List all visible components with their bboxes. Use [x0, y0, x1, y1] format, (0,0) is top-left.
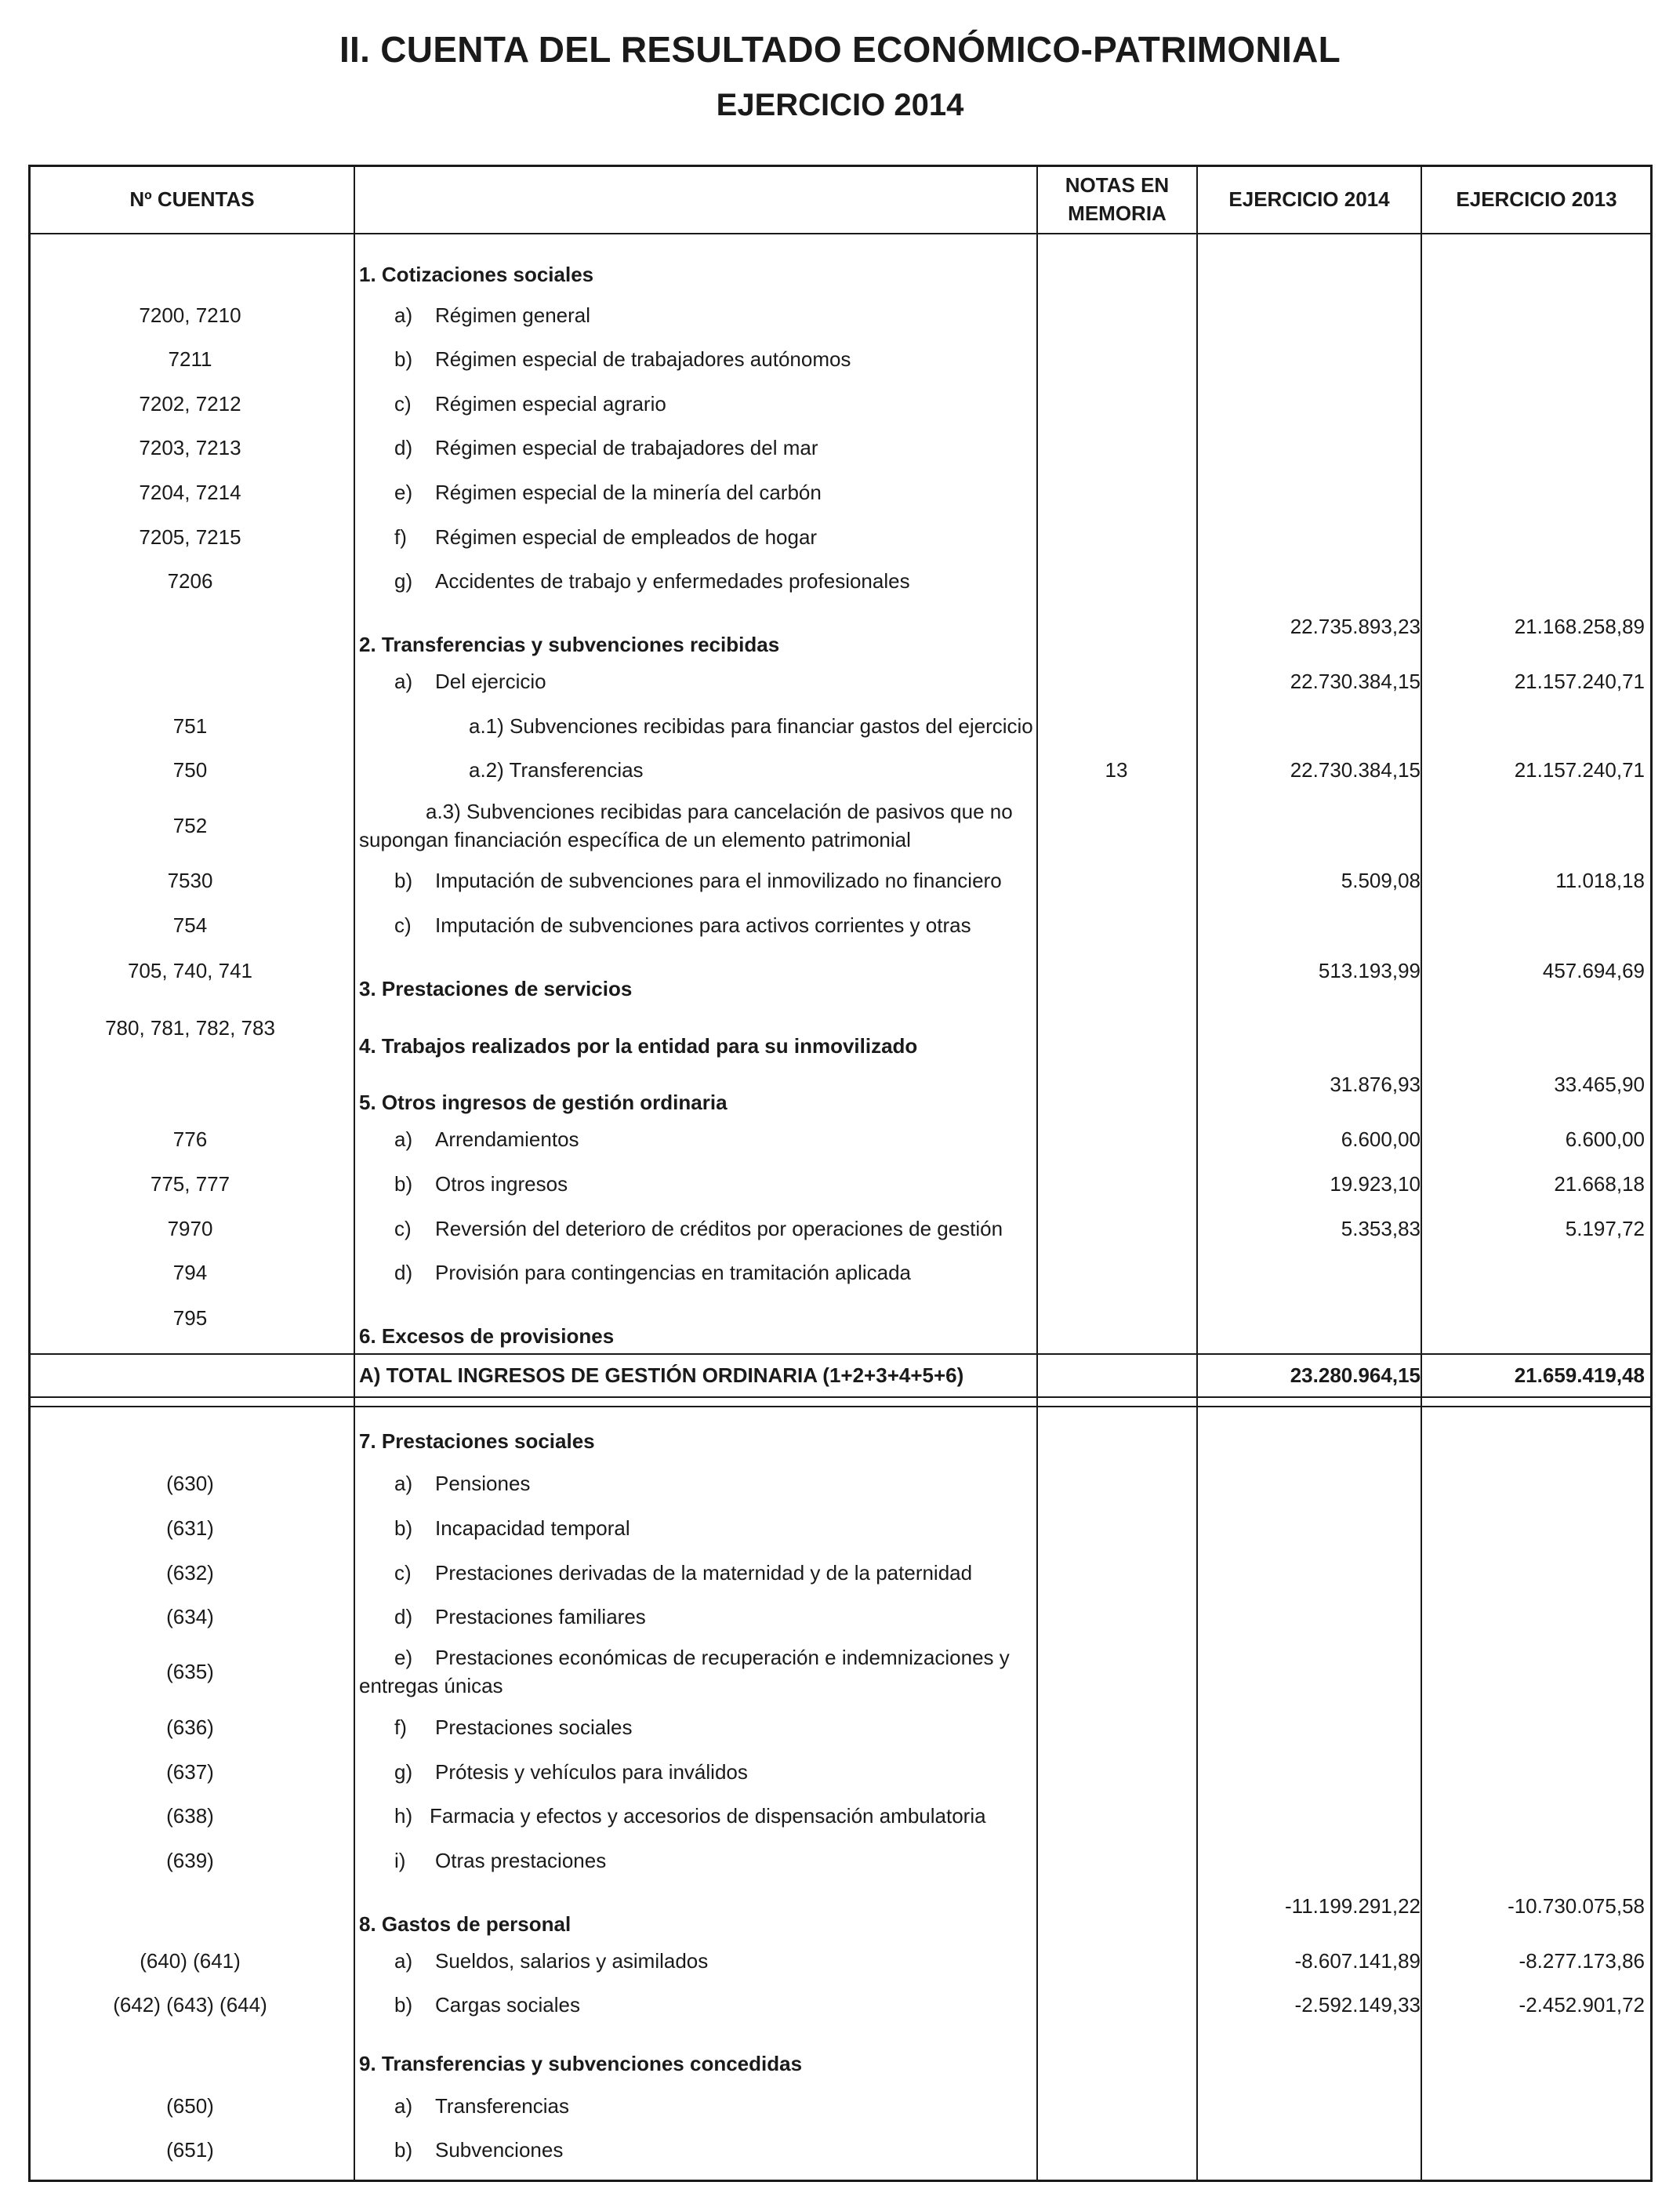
row-letter: i)	[394, 1849, 406, 1872]
row-account: 7970	[167, 1216, 213, 1240]
row-label	[359, 1257, 1069, 1288]
table-row	[0, 521, 1680, 553]
row-label-text: a.2) Transferencias	[469, 758, 644, 782]
table-row	[0, 1512, 1680, 1544]
header-divider	[28, 233, 1653, 234]
row-account: 705, 740, 741	[127, 959, 253, 982]
total-row-bottom-line	[28, 1396, 1653, 1398]
row-label-text: a.1) Subvenciones recibidas para financiar gastos del ejercicio	[469, 714, 1033, 738]
row-value-2013: 21.668,18	[1554, 1171, 1645, 1196]
row-label-text: Provisión para contingencias en tramitación aplicada	[435, 1261, 912, 1284]
row-account: 7203, 7213	[139, 435, 241, 459]
row-label	[359, 1124, 1069, 1155]
row-label-text: Transferencias	[435, 2094, 569, 2118]
row-label	[359, 343, 1069, 375]
row-account: 775, 777	[150, 1171, 230, 1196]
row-label	[359, 710, 1102, 742]
table-row	[0, 1712, 1680, 1743]
row-label	[359, 909, 1069, 941]
row-label	[359, 432, 1069, 463]
row-value-2014: 23.280.964,15	[1290, 1363, 1421, 1387]
table-row	[0, 1257, 1680, 1288]
row-value-2013: 6.600,00	[1565, 1127, 1645, 1151]
row-value-2014: 22.735.893,23	[1290, 615, 1421, 638]
table-row	[0, 565, 1680, 597]
row-account: (635)	[166, 1659, 214, 1683]
page-subtitle: EJERCICIO 2014	[716, 88, 964, 122]
row-label	[359, 1168, 1069, 1200]
row-account: (631)	[166, 1516, 214, 1540]
row-label	[359, 1756, 1069, 1788]
row-account: (638)	[166, 1803, 214, 1828]
table-row	[0, 1306, 1680, 1350]
row-value-2013: -2.452.901,72	[1519, 1992, 1645, 2017]
row-value-2013: 21.168.258,89	[1514, 615, 1645, 638]
row-account: 750	[172, 757, 208, 782]
table-row	[0, 754, 1680, 786]
row-account: 7205, 7215	[139, 525, 241, 549]
row-letter: a)	[394, 1127, 413, 1151]
row-value-2014: 5.509,08	[1341, 868, 1421, 892]
row-letter: a)	[394, 670, 413, 693]
row-letter: a)	[394, 1472, 413, 1495]
row-value-2014: 513.193,99	[1318, 959, 1421, 982]
page-title: II. CUENTA DEL RESULTADO ECONÓMICO-PATRIMONIAL	[339, 29, 1341, 70]
row-label	[359, 1945, 1069, 1977]
table-row	[0, 615, 1680, 659]
row-label	[359, 300, 1069, 331]
row-letter: f)	[394, 1715, 407, 1739]
row-label-text: Farmacia y efectos y accesorios de dispensación ambulatoria	[430, 1804, 986, 1828]
table-row	[0, 477, 1680, 508]
row-label-text: Régimen especial de empleados de hogar	[435, 525, 818, 549]
row-label	[359, 1800, 1069, 1832]
row-value-2013: -10.730.075,58	[1508, 1894, 1645, 1918]
row-letter: c)	[394, 1561, 412, 1585]
row-account: (650)	[166, 2093, 214, 2118]
row-letter: b)	[394, 1993, 413, 2017]
row-account: 776	[172, 1127, 208, 1151]
row-account: 7200, 7210	[139, 303, 241, 327]
row-label-text: Régimen especial agrario	[435, 392, 666, 416]
row-label	[359, 1712, 1069, 1743]
table-row	[0, 1756, 1680, 1788]
row-label-text: Arrendamientos	[435, 1127, 579, 1151]
row-account: 780, 781, 782, 783	[105, 1016, 275, 1040]
table-row	[0, 1845, 1680, 1876]
row-label	[359, 477, 1069, 508]
row-label	[359, 1468, 1069, 1499]
table-row	[0, 1601, 1680, 1632]
row-account: 7204, 7214	[139, 480, 241, 504]
row-account: (632)	[166, 1560, 214, 1585]
row-label: 5. Otros ingresos de gestión ordinaria	[359, 1091, 728, 1114]
table-row	[0, 1945, 1680, 1977]
table-row	[0, 1213, 1680, 1244]
row-value-2014: -11.199.291,22	[1285, 1894, 1421, 1918]
table-row	[0, 796, 1680, 855]
row-label-text: Imputación de subvenciones para activos corrientes y otras	[435, 913, 971, 937]
row-value-2014: 22.730.384,15	[1290, 669, 1421, 693]
row-label	[359, 796, 1033, 855]
row-value-2014: -2.592.149,33	[1294, 1992, 1421, 2017]
row-label	[359, 2134, 1069, 2166]
row-label-text: Cargas sociales	[435, 1993, 580, 2017]
row-label: 1. Cotizaciones sociales	[359, 263, 594, 286]
table-row	[0, 1124, 1680, 1155]
row-label	[359, 1989, 1069, 2020]
row-letter: a)	[394, 1949, 413, 1973]
row-letter: c)	[394, 913, 412, 937]
table-row	[0, 343, 1680, 375]
row-label	[359, 1557, 1069, 1588]
row-account: 7202, 7212	[139, 391, 241, 416]
header-ejercicio-2014: EJERCICIO 2014	[1228, 187, 1390, 211]
row-label	[359, 2090, 1069, 2122]
row-account: 752	[172, 813, 208, 837]
row-letter: e)	[394, 481, 413, 504]
header-ejercicio-2013: EJERCICIO 2013	[1456, 187, 1617, 211]
row-label	[359, 1601, 1069, 1632]
row-label: A) TOTAL INGRESOS DE GESTIÓN ORDINARIA (1+2+3+4+5+6)	[359, 1363, 964, 1387]
row-label-text: Pensiones	[435, 1472, 531, 1495]
row-account: 7206	[167, 568, 213, 593]
row-account: 7530	[167, 868, 213, 892]
table-row	[0, 1425, 1680, 1457]
row-letter: b)	[394, 347, 413, 371]
table-row	[0, 432, 1680, 463]
row-account: 7211	[168, 347, 212, 371]
row-label-text: Reversión del deterioro de créditos por operaciones de gestión	[435, 1217, 1003, 1240]
expenses-section-line	[28, 1406, 1653, 1407]
row-letter: b)	[394, 1516, 413, 1540]
row-account: 795	[172, 1306, 208, 1330]
row-label-text: a.3) Subvenciones recibidas para cancelación de pasivos que no supongan financiación específica de un elemento patrimonial	[359, 800, 1013, 851]
row-label-text: Prestaciones derivadas de la maternidad y de la paternidad	[435, 1561, 973, 1585]
table-row	[0, 909, 1680, 941]
row-value-2013: 457.694,69	[1542, 959, 1645, 982]
row-label	[359, 1512, 1069, 1544]
row-account: (651)	[166, 2137, 214, 2162]
row-value-2014: 31.876,93	[1330, 1073, 1421, 1096]
table-row	[0, 2134, 1680, 2166]
row-label-text: Prótesis y vehículos para inválidos	[435, 1760, 748, 1784]
row-label: 4. Trabajos realizados por la entidad para su inmovilizado	[359, 1034, 918, 1058]
row-label-text: Régimen especial de trabajadores del mar	[435, 436, 818, 459]
row-value-2013: -8.277.173,86	[1519, 1948, 1645, 1973]
row-letter: a)	[394, 303, 413, 327]
table-row	[0, 1557, 1680, 1588]
row-label: 3. Prestaciones de servicios	[359, 977, 633, 1000]
row-label	[359, 865, 1069, 896]
row-value-2014: 22.730.384,15	[1290, 757, 1421, 782]
row-label	[359, 565, 1069, 597]
row-letter: g)	[394, 569, 413, 593]
table-row	[0, 1016, 1680, 1060]
row-value-2013: 21.157.240,71	[1514, 669, 1645, 693]
total-row-top-line	[28, 1353, 1653, 1355]
row-letter: b)	[394, 2138, 413, 2162]
row-label: 6. Excesos de provisiones	[359, 1324, 615, 1348]
row-value-2013: 21.659.419,48	[1514, 1363, 1645, 1387]
row-account: (630)	[166, 1471, 214, 1495]
row-label: 7. Prestaciones sociales	[359, 1429, 595, 1453]
row-label-text: Prestaciones sociales	[435, 1715, 633, 1739]
row-letter: h)	[394, 1804, 413, 1828]
table-row	[0, 1073, 1680, 1116]
row-label	[359, 388, 1069, 419]
row-account: 754	[172, 913, 208, 937]
row-value-2013: 21.157.240,71	[1514, 757, 1645, 782]
row-label	[359, 754, 1102, 786]
row-label-text: Otros ingresos	[435, 1172, 568, 1196]
table-row	[0, 959, 1680, 1003]
row-letter: b)	[394, 1172, 413, 1196]
header-notes-line2: MEMORIA	[1068, 201, 1167, 225]
row-account: (636)	[166, 1715, 214, 1739]
header-accounts: Nº CUENTAS	[129, 187, 255, 211]
row-label-text: Del ejercicio	[435, 670, 546, 693]
table-row	[0, 710, 1680, 742]
table-row	[0, 300, 1680, 331]
row-label-text: Régimen especial de la minería del carbón	[435, 481, 822, 504]
table-row	[0, 2048, 1680, 2079]
row-label-text: Prestaciones familiares	[435, 1605, 646, 1628]
row-value-2013: 5.197,72	[1565, 1216, 1645, 1240]
row-label: 8. Gastos de personal	[359, 1912, 571, 1936]
row-label	[359, 521, 1069, 553]
row-letter: a)	[394, 2094, 413, 2118]
total-row	[0, 1360, 1680, 1391]
table-row	[0, 1468, 1680, 1499]
row-label	[359, 666, 1069, 697]
row-letter: d)	[394, 1261, 413, 1284]
row-label	[359, 1642, 1033, 1701]
table-row	[0, 1800, 1680, 1832]
row-account: 794	[172, 1260, 208, 1284]
row-account: (637)	[166, 1759, 214, 1784]
row-value-2013: 33.465,90	[1554, 1073, 1645, 1096]
row-label-text: Régimen especial de trabajadores autónomos	[435, 347, 851, 371]
table-row	[0, 1168, 1680, 1200]
row-value-2014: 6.600,00	[1341, 1127, 1421, 1151]
row-label-text: Imputación de subvenciones para el inmovilizado no financiero	[435, 869, 1002, 892]
row-label-text: Régimen general	[435, 303, 591, 327]
row-label: 9. Transferencias y subvenciones concedidas	[359, 2052, 803, 2075]
row-value-2014: 5.353,83	[1341, 1216, 1421, 1240]
row-label-text: Incapacidad temporal	[435, 1516, 630, 1540]
row-label	[359, 1213, 1069, 1244]
row-label-text: e) Prestaciones económicas de recuperación e indemnizaciones y entregas únicas	[359, 1646, 1015, 1697]
row-letter: g)	[394, 1760, 413, 1784]
table-row	[0, 666, 1680, 697]
table-row	[0, 1989, 1680, 2020]
row-label-text: Accidentes de trabajo y enfermedades profesionales	[435, 569, 910, 593]
table-row	[0, 1642, 1680, 1701]
row-label-text: Otras prestaciones	[435, 1849, 607, 1872]
row-account: (640) (641)	[140, 1948, 241, 1973]
row-label	[359, 1845, 1069, 1876]
row-letter: c)	[394, 1217, 412, 1240]
row-account: 751	[172, 713, 208, 738]
row-account: (642) (643) (644)	[113, 1992, 267, 2017]
row-label-text: Sueldos, salarios y asimilados	[435, 1949, 709, 1973]
row-account: (639)	[166, 1848, 214, 1872]
row-label: 2. Transferencias y subvenciones recibidas	[359, 633, 780, 656]
row-letter: c)	[394, 392, 412, 416]
row-letter: d)	[394, 1605, 413, 1628]
table-row	[0, 865, 1680, 896]
row-letter: d)	[394, 436, 413, 459]
row-value-2014: -8.607.141,89	[1294, 1948, 1421, 1973]
table-row	[0, 388, 1680, 419]
header-notes	[1038, 166, 1196, 232]
table-row	[0, 1894, 1680, 1938]
row-value-2013: 11.018,18	[1555, 868, 1645, 892]
row-value-2014: 19.923,10	[1330, 1171, 1421, 1196]
row-letter: b)	[394, 869, 413, 892]
row-account: (634)	[166, 1604, 214, 1628]
row-label-text: Subvenciones	[435, 2138, 564, 2162]
row-letter: f)	[394, 525, 407, 549]
table-row	[0, 2090, 1680, 2122]
header-notes-line1: NOTAS EN	[1065, 173, 1170, 197]
row-note: 13	[1105, 757, 1128, 782]
table-row	[0, 259, 1680, 290]
